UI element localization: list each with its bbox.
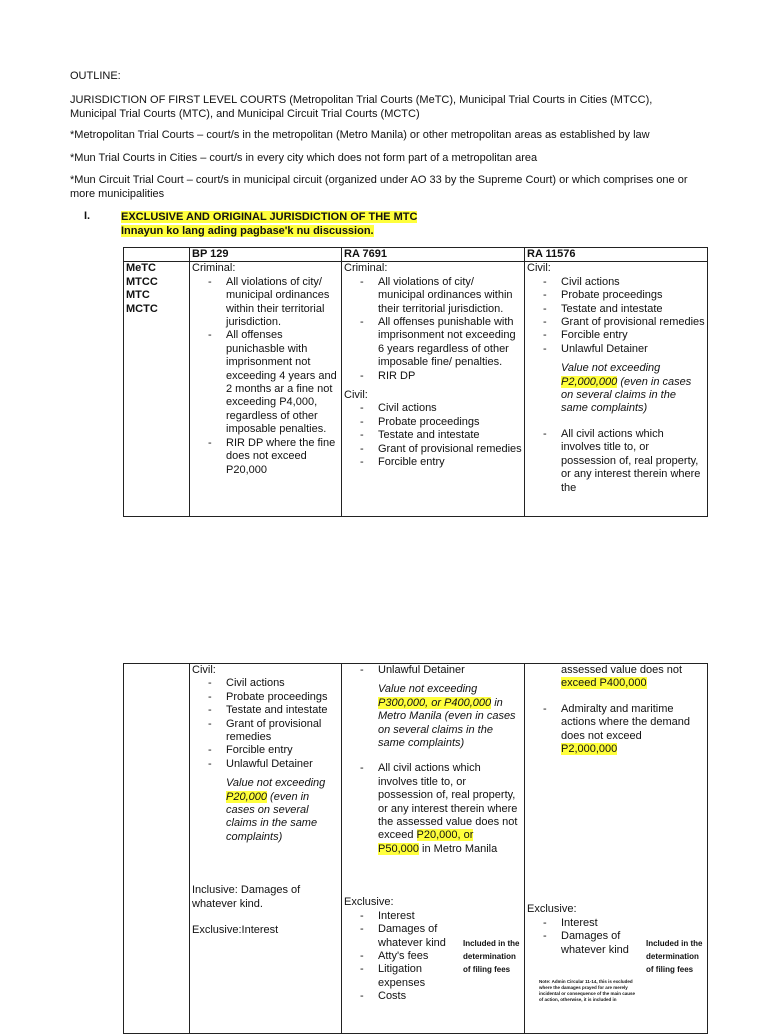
ra7691-civil-cell <box>342 664 525 1034</box>
list-item: - All violations of city/ municipal ordinances within their territorial jurisdiction. <box>358 276 522 316</box>
ra11576-continued: assessed value does not exceed P400,000 <box>561 664 683 690</box>
list-item: - All civil actions which involves title to, or possession of, real property, or any interest therein where the assessed value does not exceed P20,000, or P50,000 in Metro Manila <box>358 762 522 856</box>
courts-cell-blank <box>124 664 190 1034</box>
list-item: - Admiralty and maritime actions where the demand does not exceed P2,000,000 <box>541 703 705 757</box>
list-item: - Probate proceedings <box>206 691 339 704</box>
list-item: - RIR DP <box>358 370 522 383</box>
list-item: - All violations of city/ municipal ordinances within their territorial jurisdiction. <box>206 276 339 330</box>
bp129-value-note: Value not exceeding P20,000 (even in cases on several claims in the same complaints) <box>226 777 326 843</box>
list-item: - Grant of provisional remedies <box>206 718 339 745</box>
bp129-civil-cell <box>190 664 342 1034</box>
list-item: - All civil actions which involves title to, or possession of, real property, or any interest therein where the <box>541 428 705 495</box>
section-subtitle: Innayun ko lang ading pagbase'k nu discussion. <box>121 225 374 237</box>
list-item: - Interest <box>541 917 641 930</box>
list-item: - Forcible entry <box>206 744 339 757</box>
value-highlight: P20,000, or <box>416 829 474 842</box>
jurisdiction-table-page2 <box>123 663 708 1034</box>
value-highlight: P300,000, or P400,000 <box>378 696 492 709</box>
header-blank <box>124 248 190 262</box>
list-item: - Testate and intestate <box>541 303 705 316</box>
list-item: - Civil actions <box>358 402 522 415</box>
header-ra11576: RA 11576 <box>525 248 708 262</box>
outline-heading: OUTLINE: <box>70 70 121 82</box>
value-highlight: P2,000,000 <box>561 743 618 756</box>
list-item: - Damages of whatever kind <box>358 923 448 950</box>
courts-cell <box>124 262 190 517</box>
list-item: - Atty's fees <box>358 950 448 963</box>
ra11576-value-note: Value not exceeding P2,000,000 (even in cases on several claims in the same complaints) <box>561 362 692 415</box>
value-highlight: exceed P400,000 <box>561 677 647 690</box>
jurisdiction-paragraph: JURISDICTION OF FIRST LEVEL COURTS (Metropolitan Trial Courts (MeTC), Municipal Trial Courts in Cities (MTCC), Municipal Trial Courts (MTC), and Municipal Circuit Trial Courts (MCTC) <box>70 94 653 120</box>
section-numeral: I. <box>84 210 91 222</box>
ra7691-exclusive-label: Exclusive: <box>344 896 394 909</box>
list-item: - Litigation expenses <box>358 963 448 990</box>
list-item: - Unlawful Detainer <box>206 758 339 771</box>
list-item: - Civil actions <box>206 677 339 690</box>
ra7691-value-note: Value not exceeding P300,000, or P400,000 in Metro Manila (even in cases on several claims in the same complaints) <box>378 683 516 750</box>
list-item: - RIR DP where the fine does not exceed P20,000 <box>206 437 339 477</box>
list-item: - Civil actions <box>541 276 705 289</box>
bp129-exclusive: Exclusive:Interest <box>192 924 279 937</box>
bp129-criminal-label: Criminal: <box>192 262 236 275</box>
mtcc-definition: *Mun Trial Courts in Cities – court/s in every city which does not form part of a metropolitan area <box>70 152 538 164</box>
ra11576-civil-cell <box>525 664 708 1034</box>
table-row <box>124 262 708 517</box>
table-header-row <box>124 248 708 262</box>
filing-fees-note: Included in the determination of filing fees <box>646 939 703 974</box>
bp129-inclusive: Inclusive: Damages of whatever kind. <box>192 884 301 910</box>
list-item: - Unlawful Detainer <box>358 664 522 677</box>
mctc-definition: *Mun Circuit Trial Court – court/s in municipal circuit (organized under AO 33 by the Supreme Court) or which comprises one or more municipalities <box>70 174 688 200</box>
value-highlight: P50,000 <box>378 842 419 855</box>
jurisdiction-table-page1 <box>123 247 708 517</box>
ra7691-criminal-label: Criminal: <box>344 262 388 275</box>
value-highlight: P2,000,000 <box>561 375 618 388</box>
court-metc: MeTC <box>126 262 156 275</box>
court-mtc: MTC <box>126 289 150 302</box>
court-mctc: MCTC <box>126 302 158 315</box>
list-item: - Interest <box>358 910 448 923</box>
court-mtcc: MTCC <box>126 275 158 288</box>
ra11576-exclusive-label: Exclusive: <box>527 903 577 916</box>
ra7691-cell <box>342 262 525 517</box>
section-heading <box>121 210 417 238</box>
ra7691-civil-label: Civil: <box>344 389 368 402</box>
list-item: - All offenses punishable with imprisonment not exceeding 6 years regardless of other imposable fine/ penalties. <box>358 316 522 370</box>
list-item: - Damages of whatever kind <box>541 930 641 957</box>
list-item: - Probate proceedings <box>358 416 522 429</box>
list-item: - Costs <box>358 990 448 1003</box>
list-item: - Probate proceedings <box>541 289 705 302</box>
value-highlight: P20,000 <box>226 790 267 803</box>
table-row <box>124 664 708 1034</box>
list-item: - Unlawful Detainer <box>541 343 705 356</box>
bp129-cell <box>190 262 342 517</box>
list-item: - Forcible entry <box>541 329 705 342</box>
list-item: - Grant of provisional remedies <box>358 443 522 456</box>
list-item: - Testate and intestate <box>358 429 522 442</box>
ra11576-cell <box>525 262 708 517</box>
list-item: - Forcible entry <box>358 456 522 469</box>
list-item: - Grant of provisional remedies <box>541 316 705 329</box>
header-bp129: BP 129 <box>190 248 342 262</box>
ra11576-civil-label: Civil: <box>527 262 551 275</box>
section-title: EXCLUSIVE AND ORIGINAL JURISDICTION OF THE MTC <box>121 211 418 223</box>
list-item: - All offenses punichasble with imprisonment not exceeding 4 years and 2 months ar a fine not exceeding P4,000, regardless of other imposable penalties. <box>206 329 339 436</box>
filing-fees-note: Included in the determination of filing fees <box>463 939 520 974</box>
metc-definition: *Metropolitan Trial Courts – court/s in the metropolitan (Metro Manila) or other metropolitan areas as established by law <box>70 129 650 141</box>
bp129-civil-label: Civil: <box>192 664 216 676</box>
list-item: - Testate and intestate <box>206 704 339 717</box>
header-ra7691: RA 7691 <box>342 248 525 262</box>
admin-circular-note: Note: Admin Circular 11-14, this is excluded where the damages prayed for are merely incidental or consequence of the main cause of action, otherwise, it is included in <box>539 979 636 1002</box>
